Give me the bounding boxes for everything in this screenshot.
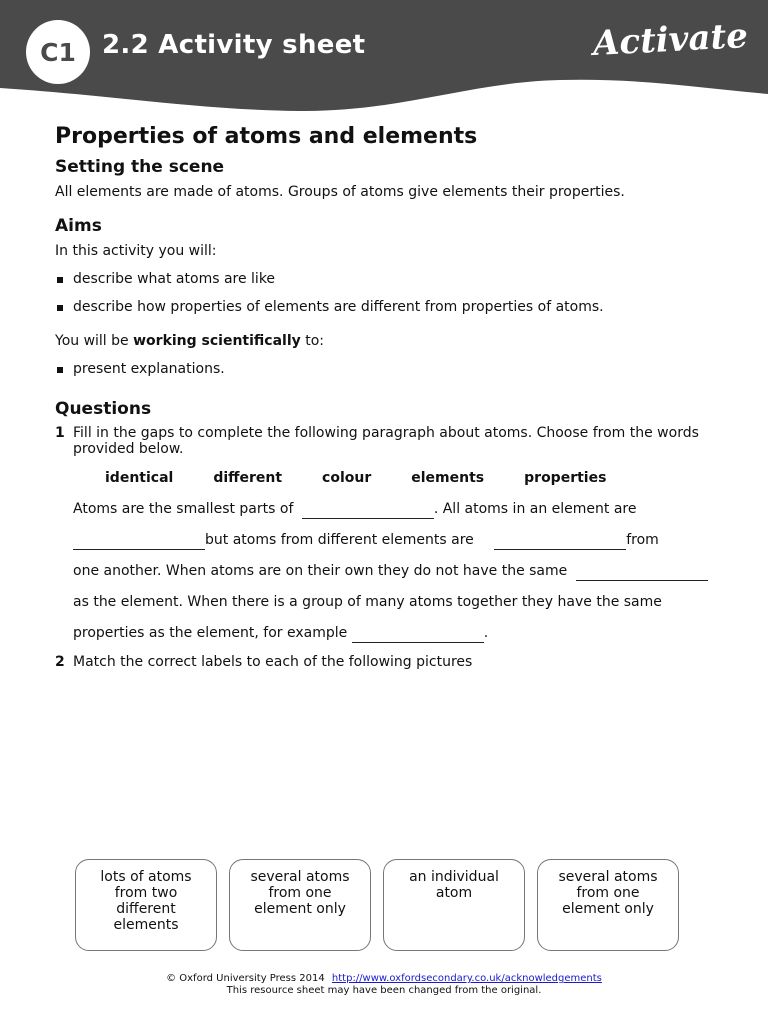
label-boxes [75, 859, 679, 951]
scene-text: All elements are made of atoms. Groups of atoms give elements their properties. [55, 184, 625, 200]
word-bank-item: colour [322, 470, 372, 486]
sheet-title: 2.2 Activity sheet [102, 30, 366, 60]
ws-list [55, 359, 715, 379]
label-card[interactable]: lots of atoms from two different elements [75, 859, 217, 951]
brand-logo: Activate [592, 15, 749, 65]
aims-heading: Aims [55, 216, 102, 236]
question-1 [55, 425, 715, 457]
copyright: © Oxford University Press 2014 [166, 973, 325, 984]
word-bank-item: properties [524, 470, 607, 486]
working-scientifically-bold: working scientifically [133, 333, 301, 349]
acknowledgements-link[interactable]: http://www.oxfordsecondary.co.uk/acknowledgements [331, 973, 602, 984]
footer [0, 973, 768, 997]
word-bank-item: different [213, 470, 283, 486]
list-item: present explanations. [55, 359, 715, 379]
paragraph-line: one another. When atoms are on their own they do not have the same [73, 561, 715, 592]
answer-blank[interactable] [576, 564, 708, 581]
question-text: Fill in the gaps to complete the following paragraph about atoms. Choose from the words provided below. [73, 425, 699, 457]
question-text: Match the correct labels to each of the following pictures [73, 654, 473, 670]
question-number: 1 [55, 425, 65, 441]
list-item: describe how properties of elements are different from properties of atoms. [55, 297, 715, 317]
working-scientifically-line: You will be working scientifically to: [55, 333, 325, 349]
word-bank-item: elements [411, 470, 485, 486]
paragraph-line: as the element. When there is a group of many atoms together they have the same [73, 594, 662, 610]
chapter-badge: C1 [26, 20, 90, 84]
questions-heading: Questions [55, 399, 152, 419]
paragraph-line: but atoms from different elements are from [73, 530, 715, 561]
header-banner [0, 0, 768, 115]
aims-intro: In this activity you will: [55, 243, 217, 259]
answer-blank[interactable] [352, 626, 484, 643]
question-number: 2 [55, 654, 65, 670]
scene-heading: Setting the scene [55, 157, 225, 177]
paragraph-line: Atoms are the smallest parts of . All atoms in an element are [73, 501, 637, 517]
page-title: Properties of atoms and elements [55, 124, 478, 149]
label-card[interactable]: several atoms from one element only [537, 859, 679, 951]
label-card[interactable]: an individual atom [383, 859, 525, 951]
label-card[interactable]: several atoms from one element only [229, 859, 371, 951]
word-bank-item: identical [105, 470, 174, 486]
question-2 [55, 654, 715, 670]
word-bank [105, 470, 715, 486]
fill-paragraph [73, 499, 715, 654]
paragraph-line: properties as the element, for example . [73, 625, 489, 641]
answer-blank[interactable] [494, 533, 626, 550]
footer-note: This resource sheet may have been changed from the original. [226, 985, 542, 996]
answer-blank[interactable] [302, 502, 434, 519]
list-item: describe what atoms are like [55, 269, 715, 289]
footer-line [0, 973, 768, 985]
answer-blank[interactable] [73, 533, 205, 550]
aims-list [55, 269, 715, 317]
main-content [55, 124, 715, 670]
